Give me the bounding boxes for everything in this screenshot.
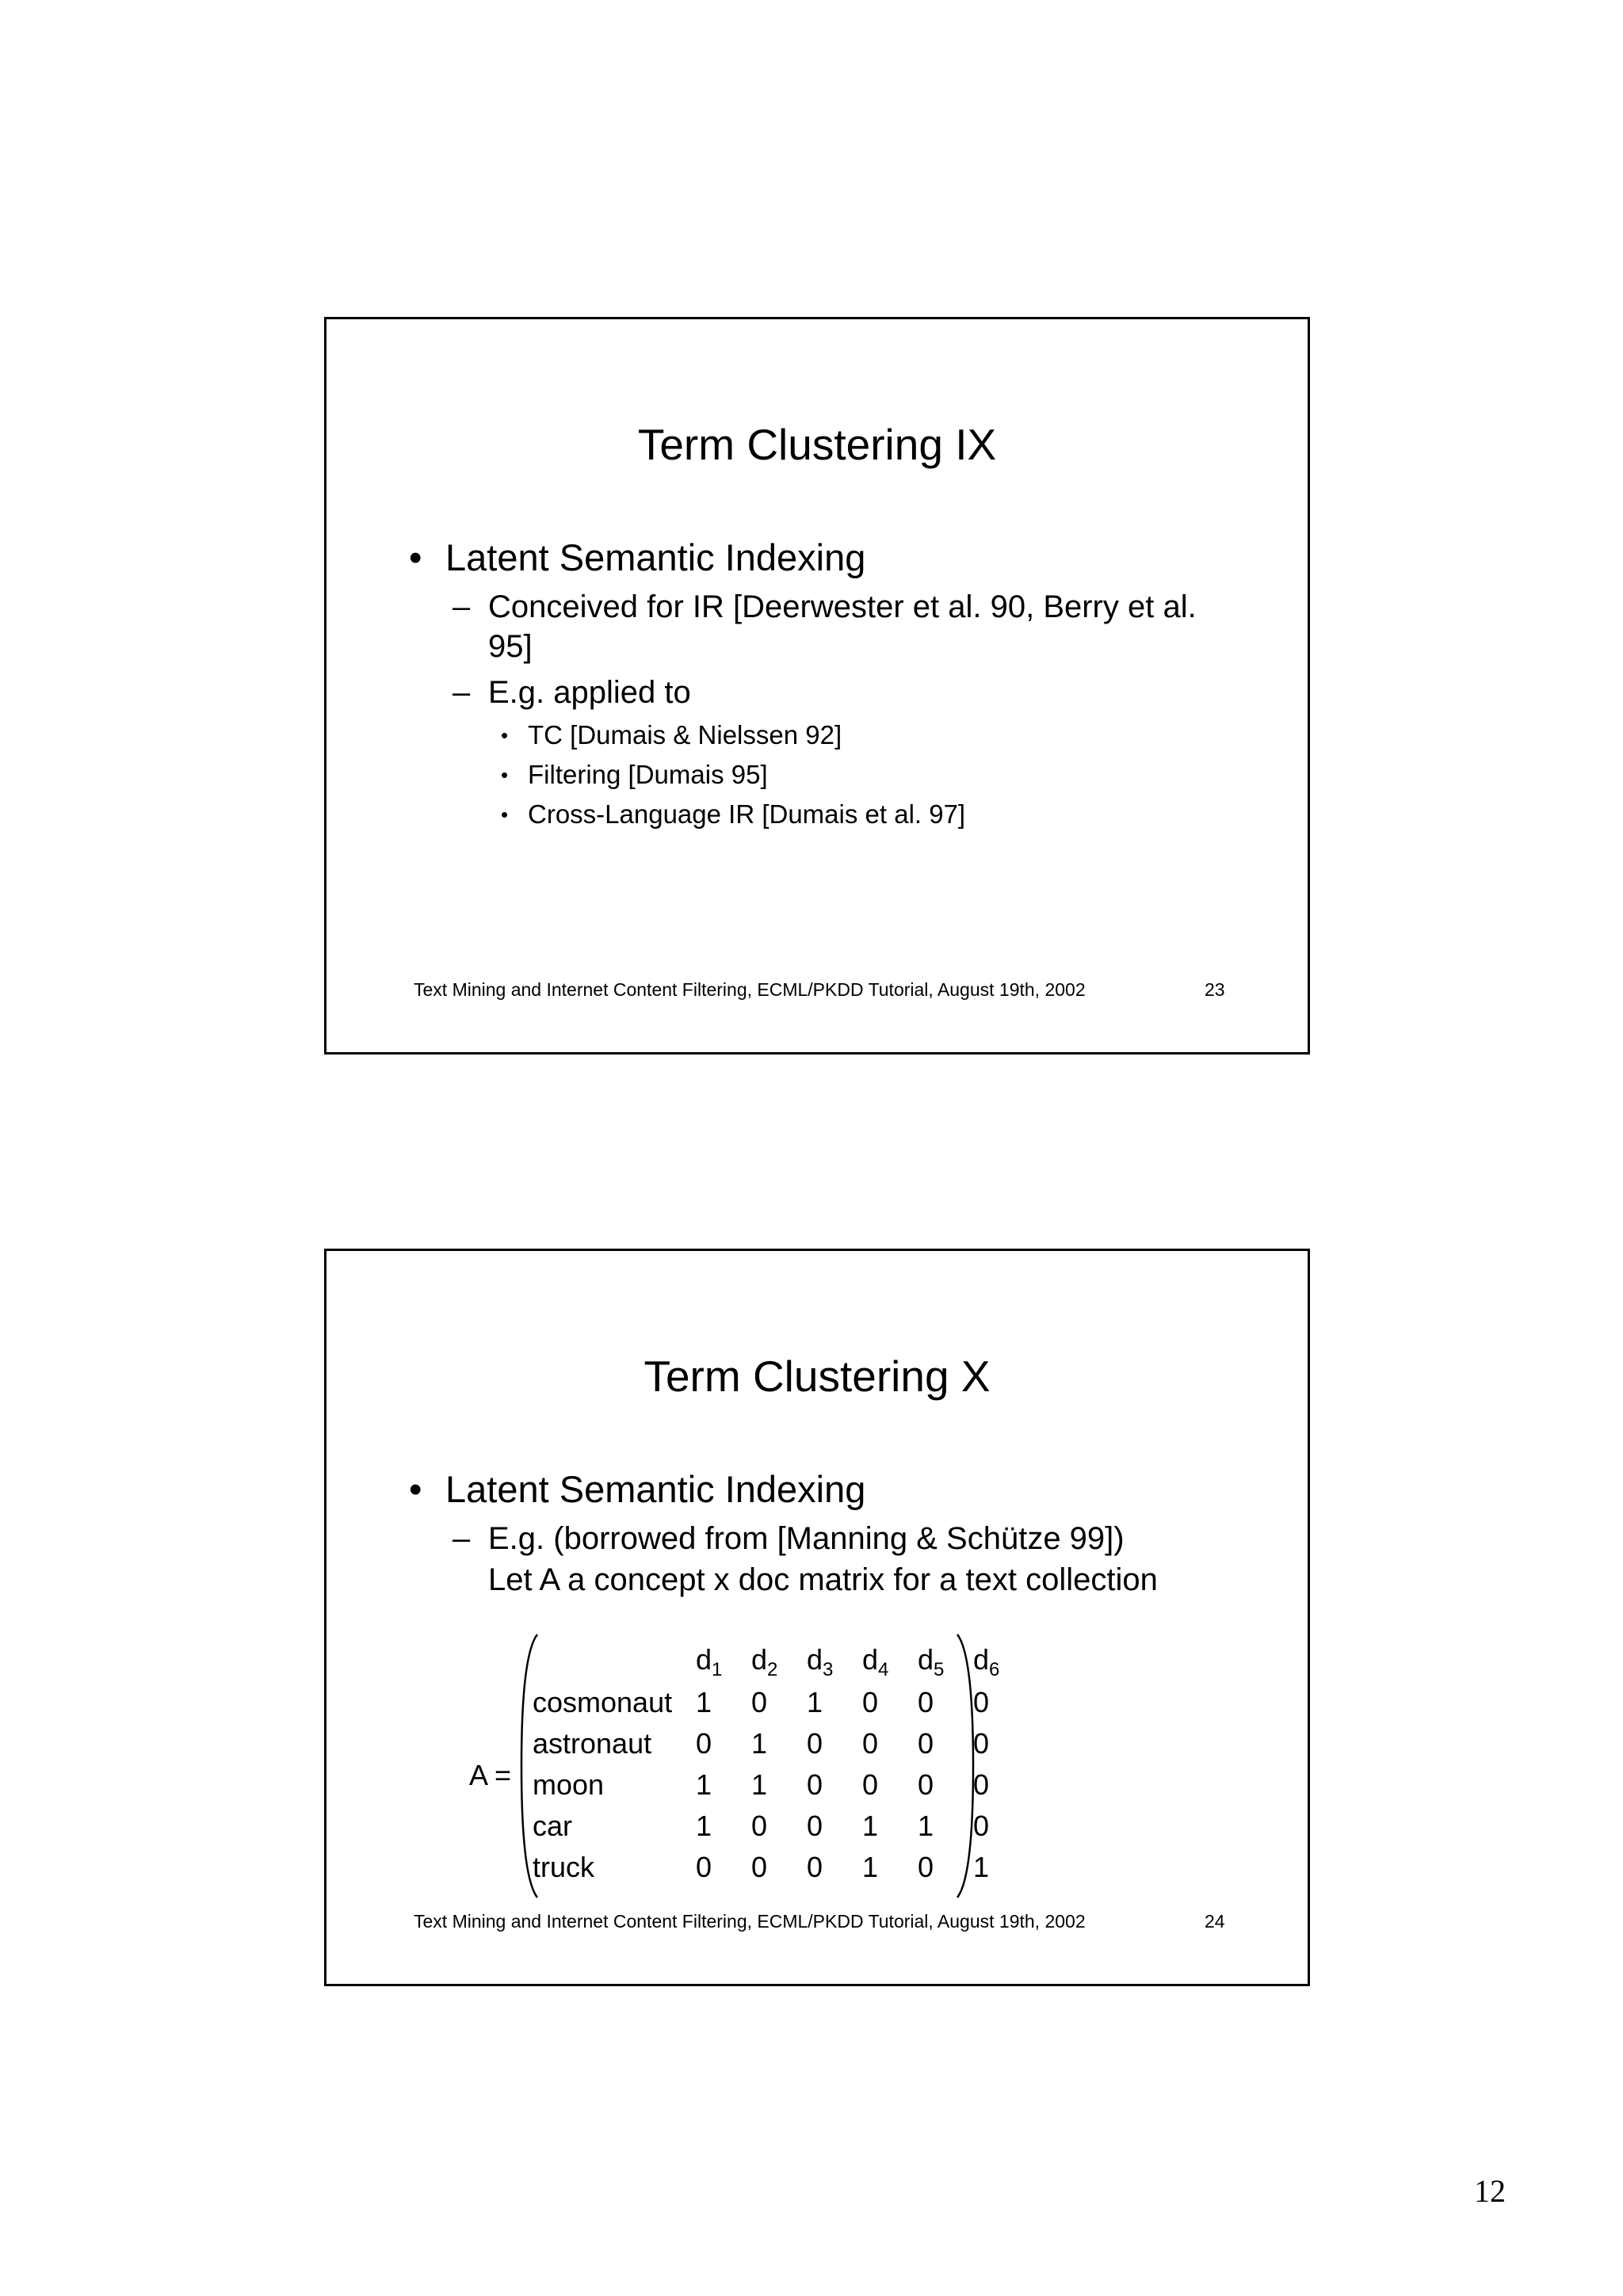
row-label: astronaut (533, 1727, 652, 1760)
column-header: $d_2$ (751, 1643, 778, 1680)
bullet-level2 (453, 673, 1236, 712)
matrix-cell: 0 (807, 1810, 823, 1842)
matrix-cell: 0 (918, 1727, 934, 1760)
dash-icon: – (453, 675, 471, 710)
bullet-continuation (453, 1560, 1236, 1600)
matrix-cell: 0 (696, 1851, 712, 1883)
bullet-text: Conceived for IR [Deerwester et al. 90, Berry et al. (488, 589, 1197, 624)
bullet-text: Latent Semantic Indexing (445, 536, 866, 578)
dash-icon: – (453, 589, 471, 624)
matrix-row (533, 1723, 1029, 1764)
matrix-cell: 0 (973, 1810, 990, 1842)
matrix-header-row (533, 1638, 1029, 1682)
bullet-text: Latent Semantic Indexing (445, 1468, 866, 1510)
matrix-cell: 0 (807, 1851, 823, 1883)
bullet-text: TC [Dumais & Nielssen 92] (528, 720, 842, 749)
matrix-cell: 0 (973, 1686, 990, 1718)
slide-number: 24 (1205, 1911, 1225, 1932)
matrix-cell: 0 (862, 1768, 879, 1801)
dash-icon: – (453, 1521, 471, 1556)
bullet-level2 (453, 587, 1236, 666)
slide-title: Term Clustering IX (637, 420, 997, 469)
matrix-cell: 1 (918, 1810, 934, 1842)
bullet-text: Filtering [Dumais 95] (528, 760, 768, 789)
matrix-cell: 1 (862, 1810, 879, 1842)
bullet-text: Cross-Language IR [Dumais et al. 97] (528, 799, 966, 829)
matrix-row (533, 1682, 1029, 1723)
matrix (469, 1631, 1182, 1901)
matrix-label: A = (469, 1759, 512, 1791)
column-header: $d_1$ (696, 1643, 723, 1680)
slide-title: Term Clustering X (643, 1352, 991, 1401)
bullet-dot-icon: • (409, 536, 422, 578)
bullet-list (409, 535, 1236, 831)
matrix-cell: 0 (696, 1727, 712, 1760)
column-header: $d_4$ (862, 1643, 889, 1680)
matrix-cell: 0 (862, 1686, 879, 1718)
bullet-dot-icon: • (501, 803, 509, 826)
column-header: $d_6$ (973, 1643, 1000, 1680)
matrix-cell: 0 (918, 1768, 934, 1801)
matrix-row (533, 1806, 1029, 1847)
matrix-cell: 1 (696, 1768, 712, 1801)
bullet-list (409, 1466, 1236, 1600)
slide-number: 23 (1205, 979, 1225, 1000)
matrix-cell: 1 (696, 1810, 712, 1842)
column-header: $d_3$ (807, 1643, 834, 1680)
bullet-level3 (501, 719, 1236, 752)
matrix-cell: 0 (807, 1727, 823, 1760)
matrix-cell: 0 (751, 1851, 768, 1883)
bullet-text: 95] (488, 629, 533, 664)
row-label: car (533, 1810, 573, 1842)
matrix-cell: 0 (918, 1851, 934, 1883)
matrix-cell: 0 (973, 1768, 990, 1801)
bullet-level3 (501, 798, 1236, 831)
column-header: $d_5$ (918, 1643, 945, 1680)
matrix-cell: 1 (751, 1727, 768, 1760)
bullet-dot-icon: • (501, 763, 509, 787)
matrix-cell: 1 (807, 1686, 823, 1718)
bullet-level1 (409, 535, 1236, 581)
matrix-table (533, 1638, 1029, 1888)
bullet-text: E.g. applied to (488, 675, 691, 710)
slide-23 (324, 317, 1310, 1055)
bullet-text: E.g. (borrowed from [Manning & Schütze 99]) (488, 1521, 1125, 1556)
matrix-cell: 1 (751, 1768, 768, 1801)
row-label: cosmonaut (533, 1686, 673, 1718)
matrix-row (533, 1764, 1029, 1806)
slide-24 (324, 1249, 1310, 1986)
bullet-text: Let A a concept x doc matrix for a text collection (488, 1562, 1158, 1597)
matrix-cell: 1 (696, 1686, 712, 1718)
bullet-level2 (453, 1519, 1236, 1558)
matrix-cell: 0 (918, 1686, 934, 1718)
matrix-cell: 0 (751, 1810, 768, 1842)
bullet-level1 (409, 1466, 1236, 1512)
row-label: moon (533, 1768, 605, 1801)
matrix-cell: 0 (751, 1686, 768, 1718)
matrix-cell: 1 (862, 1851, 879, 1883)
page-number: 12 (1474, 2173, 1506, 2209)
slide-footer: Text Mining and Internet Content Filtering, ECML/PKDD Tutorial, August 19th, 2002 (414, 979, 1086, 1000)
matrix-row (533, 1847, 1029, 1888)
matrix-cell: 1 (973, 1851, 990, 1883)
bullet-dot-icon: • (409, 1468, 422, 1510)
bullet-level3 (501, 758, 1236, 791)
matrix-cell: 0 (862, 1727, 879, 1760)
matrix-cell: 0 (807, 1768, 823, 1801)
bullet-dot-icon: • (501, 723, 509, 747)
row-label: truck (533, 1851, 595, 1883)
slide-footer: Text Mining and Internet Content Filtering, ECML/PKDD Tutorial, August 19th, 2002 (414, 1911, 1086, 1932)
matrix-cell: 0 (973, 1727, 990, 1760)
